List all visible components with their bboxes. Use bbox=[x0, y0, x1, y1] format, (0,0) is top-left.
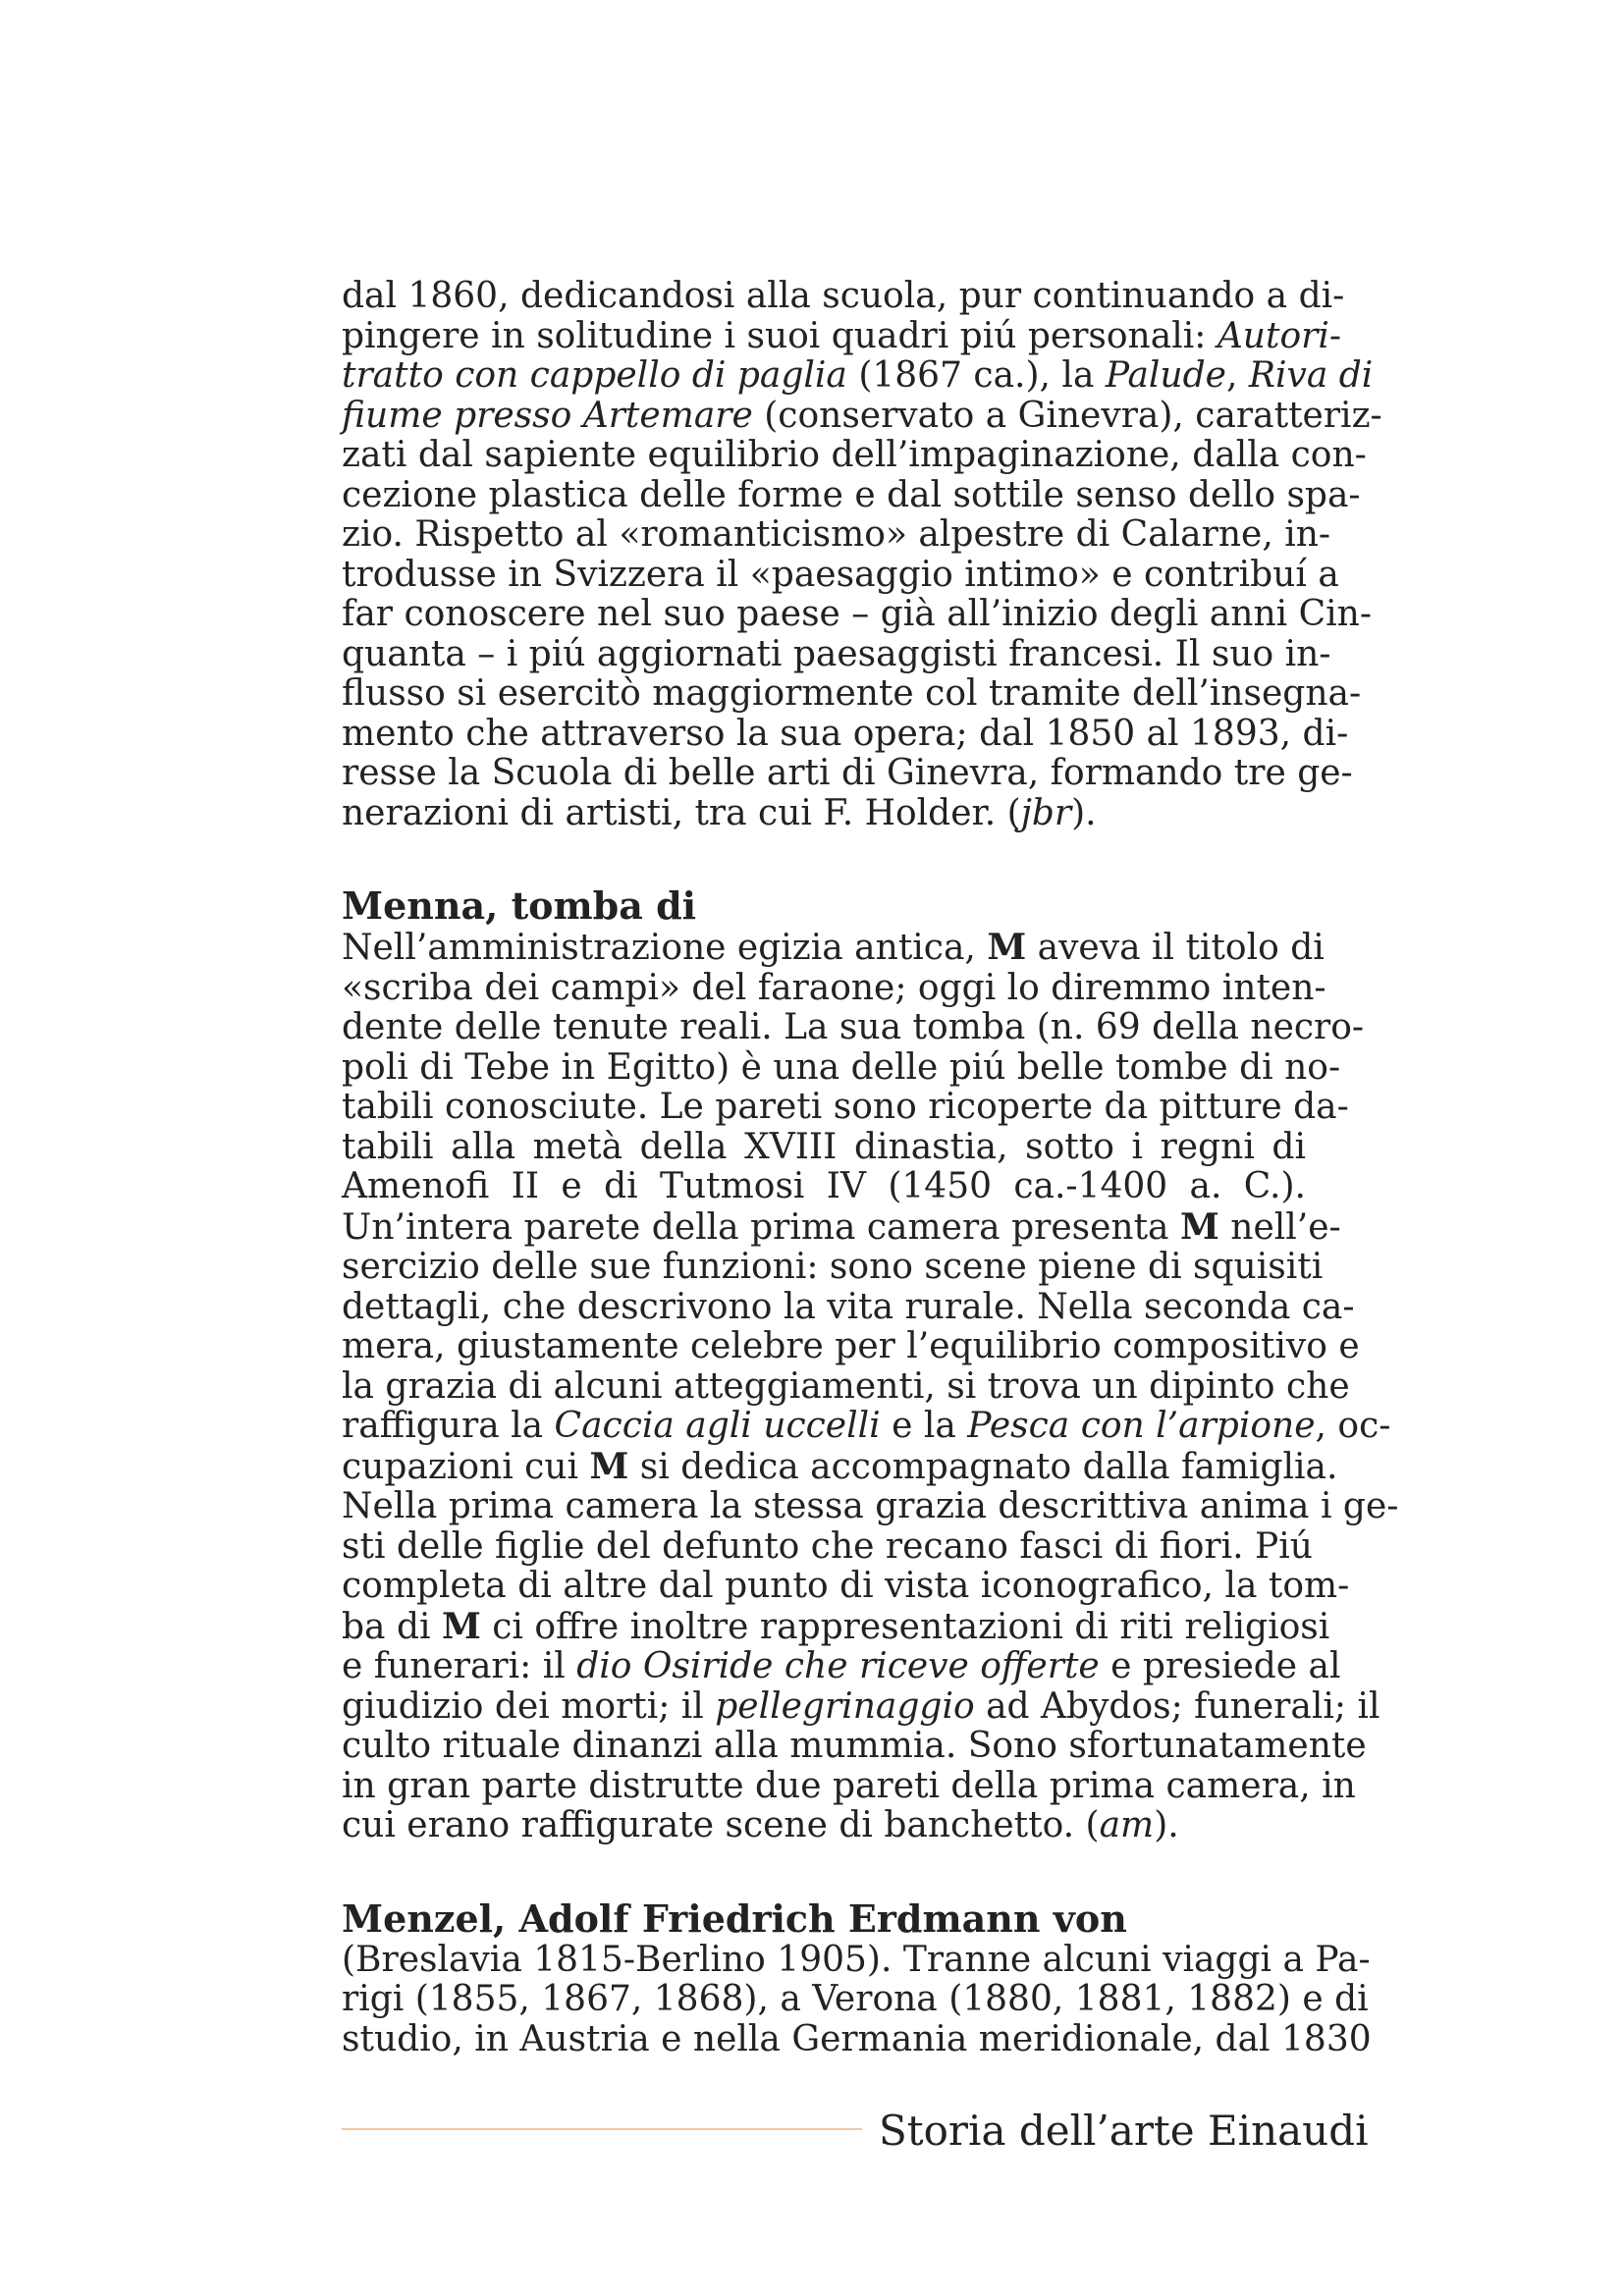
text-line: dente delle tenute reali. La sua tomba (n. 69 della necro- bbox=[342, 1007, 1365, 1047]
text-line: sti delle figlie del defunto che recano fasci di fiori. Piú bbox=[342, 1525, 1313, 1567]
text-line: tratto con cappello di paglia (1867 ca.), la Palude, Riva di bbox=[342, 355, 1374, 396]
text-line: la grazia di alcuni atteggiamenti, si trova un dipinto che bbox=[342, 1365, 1350, 1407]
text-line: flusso si esercitò maggiormente col tramite dell’insegna- bbox=[342, 673, 1362, 714]
entry-heading-menzel: Menzel, Adolf Friedrich Erdmann von bbox=[342, 1896, 1127, 1941]
text-line: trodusse in Svizzera il «paesaggio intimo» e contribuí a bbox=[342, 554, 1339, 595]
text-line: far conoscere nel suo paese – già all’inizio degli anni Cin- bbox=[342, 594, 1373, 634]
footer-title: Storia dell’arte Einaudi bbox=[879, 2107, 1369, 2155]
text-line: rigi (1855, 1867, 1868), a Verona (1880, 1881, 1882) e di bbox=[342, 1979, 1369, 2019]
text-line: tabili conosciute. Le pareti sono ricoperte da pitture da- bbox=[342, 1087, 1349, 1127]
text-line: giudizio dei morti; il pellegrinaggio ad Abydos; funerali; il bbox=[342, 1685, 1380, 1727]
text-line: resse la Scuola di belle arti di Ginevra, formando tre ge- bbox=[342, 753, 1353, 793]
text-line: cupazioni cui M si dedica accompagnato dalla famiglia. bbox=[342, 1445, 1338, 1487]
text-line: cezione plastica delle forme e dal sottile senso dello spa- bbox=[342, 474, 1361, 515]
text-line: raffigura la Caccia agli uccelli e la Pesca con l’arpione, oc- bbox=[342, 1406, 1391, 1446]
text-line: quanta – i piú aggiornati paesaggisti francesi. Il suo in- bbox=[342, 633, 1331, 674]
text-line: culto rituale dinanzi alla mummia. Sono sfortunatamente bbox=[342, 1726, 1367, 1766]
text-line: nerazioni di artisti, tra cui F. Holder. (jbr). bbox=[342, 792, 1097, 833]
text-line: sercizio delle sue funzioni: sono scene piene di squisiti bbox=[342, 1247, 1324, 1287]
text-line: poli di Tebe in Egitto) è una delle piú belle tombe di no- bbox=[342, 1046, 1341, 1088]
text-line: Amenofi II e di Tutmosi IV (1450 ca.-1400 a. C.). bbox=[342, 1166, 1306, 1206]
text-line: dal 1860, dedicandosi alla scuola, pur continuando a di- bbox=[342, 276, 1345, 316]
text-line: zio. Rispetto al «romanticismo» alpestre di Calarne, in- bbox=[342, 514, 1331, 555]
text-line: Nell’amministrazione egizia antica, M aveva il titolo di bbox=[342, 927, 1325, 968]
text-line: Un’intera parete della prima camera presenta M nell’e- bbox=[342, 1205, 1341, 1248]
text-line: pingere in solitudine i suoi quadri piú personali: Autori- bbox=[342, 315, 1342, 356]
text-line: e funerari: il dio Osiride che riceve offerte e presiede al bbox=[342, 1646, 1341, 1686]
entry-heading-menna: Menna, tomba di bbox=[342, 883, 697, 928]
text-line: Nella prima camera la stessa grazia descrittiva anima i ge- bbox=[342, 1486, 1399, 1526]
intro-paragraph bbox=[342, 276, 1382, 833]
text-line: cui erano raffigurate scene di banchetto. (am). bbox=[342, 1805, 1179, 1845]
text-line: (Breslavia 1815-Berlino 1905). Tranne alcuni viaggi a Pa- bbox=[342, 1939, 1371, 1980]
entry-body-menna bbox=[342, 927, 1399, 1846]
text-line: tabili alla metà della XVIII dinastia, sotto i regni di bbox=[342, 1126, 1306, 1167]
text-line: zati dal sapiente equilibrio dell’impaginazione, dalla con- bbox=[342, 435, 1367, 475]
text-line: studio, in Austria e nella Germania meridionale, dal 1830 bbox=[342, 2018, 1372, 2059]
entry-body-menzel bbox=[342, 1939, 1372, 2060]
page-body bbox=[342, 276, 1399, 2059]
text-line: in gran parte distrutte due pareti della prima camera, in bbox=[342, 1765, 1356, 1806]
text-line: mera, giustamente celebre per l’equilibrio compositivo e bbox=[342, 1326, 1360, 1366]
text-line: mento che attraverso la sua opera; dal 1850 al 1893, di- bbox=[342, 713, 1349, 754]
text-line: fiume presso Artemare (conservato a Ginevra), caratteriz- bbox=[342, 395, 1382, 436]
text-line: «scriba dei campi» del faraone; oggi lo diremmo inten- bbox=[342, 967, 1326, 1008]
text-line: dettagli, che descrivono la vita rurale. Nella seconda ca- bbox=[342, 1286, 1355, 1327]
text-line: completa di altre dal punto di vista iconografico, la tom- bbox=[342, 1566, 1350, 1606]
footer-rule bbox=[342, 2128, 862, 2130]
text-line: ba di M ci offre inoltre rappresentazioni di riti religiosi bbox=[342, 1605, 1330, 1647]
